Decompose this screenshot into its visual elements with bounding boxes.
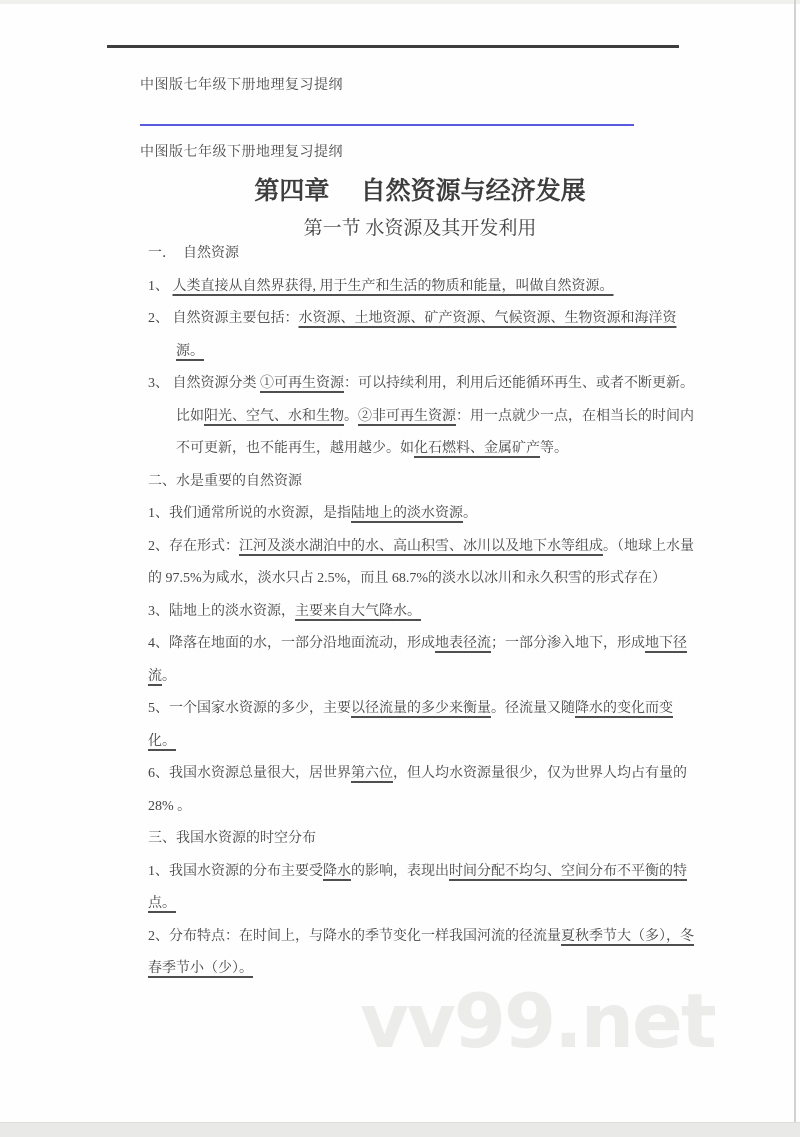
outline-item [148, 498, 696, 531]
header-note: 中图版七年级下册地理复习提纲 [140, 78, 343, 93]
text-run: 化石燃料、金属矿产 [414, 441, 540, 456]
text-run: 主要来自大气降水。 [295, 603, 421, 619]
text-run: ；一部分渗入地下，形成 [491, 636, 645, 651]
text-run: 2、 自然资源主要包括： [148, 311, 299, 326]
text-run: 时间分配不均匀、空间分布不平衡的特点。 [148, 863, 687, 911]
text-run: 地下径流 [148, 636, 687, 684]
text-run: 5、一个国家水资源的多少，主要 [148, 701, 351, 716]
text-run: ：可以持续利用，利用后还能循环再生、或者不断更新。比如 [176, 376, 694, 424]
text-run: 。 [463, 506, 477, 521]
watermark: vv99.net [360, 977, 715, 1065]
text-run: 降水 [323, 863, 351, 879]
outline-item [148, 303, 696, 368]
outline-heading [148, 238, 696, 271]
page-bottom-strip [0, 1122, 800, 1137]
outline-item [148, 271, 696, 304]
top-divider-rule [107, 45, 679, 48]
text-run: 。（地球上水量的 97.5%为咸水，淡水只占 2.5%，而且 68.7%的淡水以冰川和永久积雪的形式存在） [148, 538, 694, 586]
outline-item [148, 856, 696, 921]
header-note-2: 中图版七年级下册地理复习提纲 [140, 145, 343, 160]
text-run: 1、 [148, 278, 173, 294]
text-run: ①可再生资源 [260, 376, 344, 391]
text-run: 人类直接从自然界获得, 用于生产和生活的物质和能量，叫做自然资源。 [172, 278, 614, 294]
text-run: 地表径流 [435, 636, 491, 651]
text-run: 夏秋季节大（多），冬春季节小（少）。 [148, 928, 694, 976]
text-run: 3、陆地上的淡水资源， [148, 603, 295, 619]
text-run: 第六位 [351, 766, 393, 781]
blue-divider-rule [140, 124, 634, 126]
outline-item [148, 368, 696, 466]
text-run: 3、 自然资源分类 [148, 376, 260, 391]
text-run: ，但人均水资源量很少，仅为世界人均占有量的 28% 。 [148, 766, 687, 814]
text-run: 等。 [540, 441, 568, 456]
section-title: 第一节 水资源及其开发利用 [303, 218, 537, 239]
text-run: 2、分布特点：在时间上，与降水的季节变化一样我国河流的径流量 [148, 928, 561, 944]
outline-item [148, 628, 696, 693]
text-run: 1、我们通常所说的水资源，是指 [148, 506, 351, 521]
outline-item [148, 596, 696, 629]
text-run: 。径流量又随 [491, 701, 575, 716]
document-body [148, 238, 696, 986]
text-run: 江河及淡水湖泊中的水、高山积雪、冰川以及地下水等组成 [239, 538, 603, 554]
text-run: 降水的变化而变化。 [148, 701, 673, 749]
outline-item [148, 921, 696, 986]
text-run: 。 [344, 408, 358, 424]
text-run: 。 [162, 668, 176, 684]
chapter-title: 第四章 自然资源与经济发展 [254, 178, 586, 205]
page-right-edge [794, 0, 796, 1122]
text-run: 三、我国水资源的时空分布 [148, 831, 316, 846]
outline-item [148, 758, 696, 823]
text-run: 4、降落在地面的水，一部分沿地面流动，形成 [148, 636, 435, 651]
outline-heading [148, 466, 696, 499]
page-top-edge [0, 0, 800, 4]
text-run: 水资源、土地资源、矿产资源、气候资源、生物资源和海洋资源。 [176, 311, 677, 359]
text-run: 2、存在形式： [148, 538, 239, 554]
text-run: 陆地上的淡水资源 [351, 506, 463, 521]
text-run: 1、我国水资源的分布主要受 [148, 863, 323, 879]
text-run: ：用一点就少一点，在相当长的时间内不可更新，也不能再生，越用越少。如 [176, 408, 694, 456]
text-run: 阳光、空气、水和生物 [204, 408, 344, 424]
text-run: ②非可再生资源 [358, 408, 456, 424]
text-run: 的影响，表现出 [351, 863, 449, 879]
text-run: 二、水是重要的自然资源 [148, 473, 302, 489]
text-run: 一． 自然资源 [148, 246, 239, 261]
outline-item [148, 693, 696, 758]
outline-item [148, 531, 696, 596]
text-run: 6、我国水资源总量很大，居世界 [148, 766, 351, 781]
outline-heading [148, 823, 696, 856]
text-run: 以径流量的多少来衡量 [351, 701, 491, 716]
